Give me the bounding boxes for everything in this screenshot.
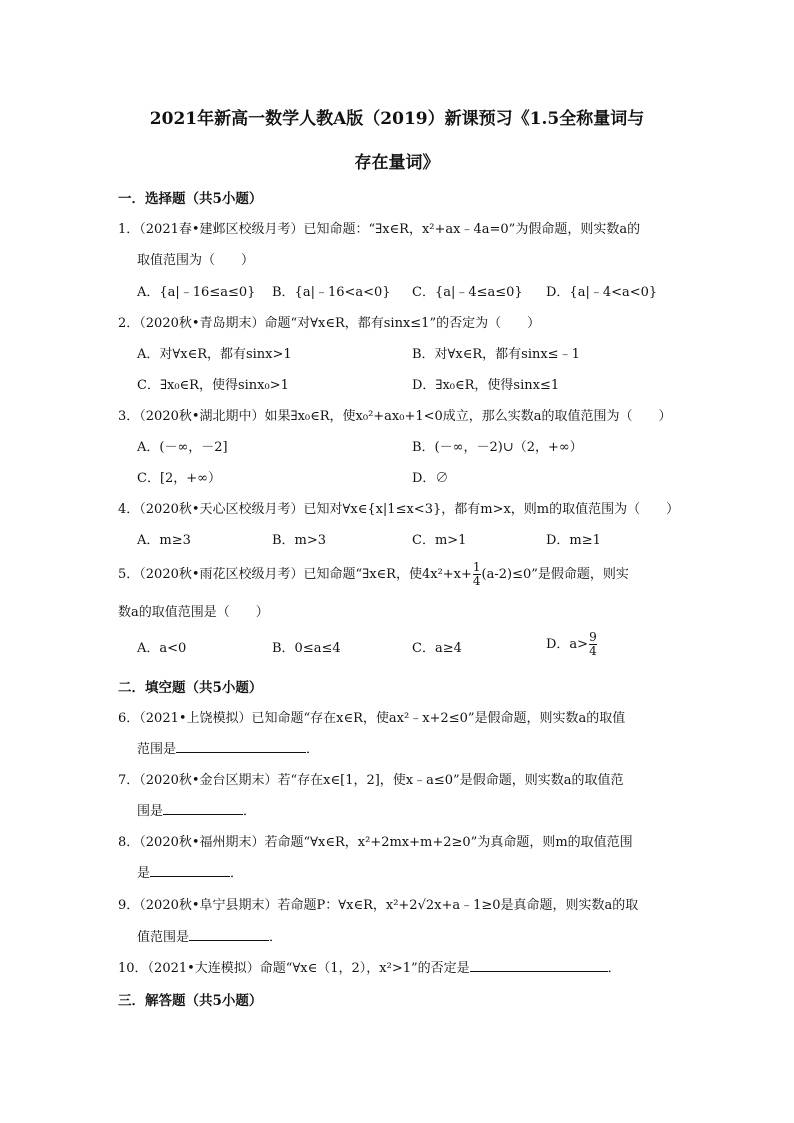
section-heading-fill: 二．填空题（共5小题） [118, 680, 263, 696]
question-9-text: 9．（2020秋•阜宁县期末）若命题P：∀x∈R，x²+2√2x+a﹣1≥0是真命题，则实数a的取 [118, 898, 639, 913]
q10-text: 10．（2021•大连模拟）命题“∀x∈（1，2），x²>1”的否定是 [118, 961, 470, 976]
q3-option-a: A．(－∞，－2] [137, 440, 228, 455]
q5-fraction [473, 561, 481, 588]
question-1-text: 1．（2021春•建邺区校级月考）已知命题：“∃x∈R，x²+ax﹣4a=0”为假命题，则实数a的 [118, 222, 641, 237]
question-1-text-cont: 取值范围为（ ） [137, 253, 255, 268]
q9-period: ． [269, 930, 283, 945]
q5-fraction-den: 4 [472, 574, 481, 588]
document-title-line2: 存在量词》 [354, 153, 440, 173]
q5-text-end: (a-2)≤0”是假命题，则实 [481, 567, 629, 582]
q3-option-b: B．(－∞，－2)∪（2，+∞） [412, 440, 583, 455]
question-6-text-cont [137, 738, 699, 757]
question-6-text: 6．（2021•上饶模拟）已知命题“存在x∈R，使ax²﹣x+2≤0”是假命题，则实数a的取值 [118, 711, 626, 726]
question-8-text-cont [137, 862, 699, 881]
question-5-text-cont: 数a的取值范围是（ ） [118, 605, 269, 620]
q7-period: ． [243, 804, 257, 819]
q5-option-d-den: 4 [589, 644, 597, 658]
q2-option-b: B．对∀x∈R，都有sinx≤﹣1 [412, 347, 580, 362]
q9-text-label: 值范围是 [137, 930, 190, 945]
q1-option-c: C．{a|﹣4≤a≤0} [412, 285, 523, 300]
question-7-text: 7．（2020秋•金台区期末）若“存在x∈[1，2]，使x﹣a≤0”是假命题，则实数a的取值范 [118, 773, 624, 788]
q5-option-c: C．a≥4 [412, 641, 462, 656]
q2-option-d: D．∃x₀∈R，使得sinx≤1 [412, 378, 560, 393]
q4-option-d: D．m≥1 [546, 533, 601, 548]
q6-answer-blank [176, 739, 306, 753]
q5-option-d-fraction [589, 631, 597, 658]
q4-option-b: B．m>3 [272, 533, 327, 548]
question-2-text: 2．（2020秋•青岛期末）命题“对∀x∈R，都有sinx≤1”的否定为（ ） [118, 316, 541, 331]
question-9-text-cont [137, 926, 699, 945]
q8-answer-blank [150, 863, 230, 877]
q1-option-d: D．{a|﹣4<a<0} [546, 285, 658, 300]
q4-option-a: A．m≥3 [137, 533, 191, 548]
q9-answer-blank [189, 927, 269, 941]
q1-option-a: A．{a|﹣16≤a≤0} [137, 285, 256, 300]
q5-text-start: 5．（2020秋•雨花区校级月考）已知命题“∃x∈R，使4x²+x+ [118, 567, 472, 582]
q10-period: ． [607, 961, 621, 976]
question-3-text: 3．（2020秋•湖北期中）如果∃x₀∈R，使x₀²+ax₀+1<0成立，那么实数a的取值范围为（ ） [118, 409, 672, 424]
q5-option-b: B．0≤a≤4 [272, 641, 341, 656]
q7-text-label: 围是 [137, 804, 164, 819]
q1-option-b: B．{a|﹣16<a<0} [272, 285, 391, 300]
q8-text-label: 是 [137, 866, 151, 881]
q5-option-d-text: D．a> [546, 637, 589, 652]
q5-option-a: A．a<0 [137, 641, 187, 656]
q3-option-d: D．∅ [412, 471, 449, 486]
q5-option-d [546, 631, 598, 658]
section-heading-answer: 三．解答题（共5小题） [118, 993, 263, 1009]
q2-option-a: A．对∀x∈R，都有sinx>1 [137, 347, 292, 362]
q5-fraction-num: 1 [472, 560, 481, 574]
question-8-text: 8．（2020秋•福州期末）若命题“∀x∈R，x²+2mx+m+2≥0”为真命题，则m的取值范围 [118, 835, 633, 850]
document-title-line1: 2021年新高一数学人教A版（2019）新课预习《1.5全称量词与 [149, 109, 645, 129]
q4-option-c: C．m>1 [412, 533, 467, 548]
q5-option-d-num: 9 [589, 630, 597, 644]
q6-period: ． [306, 742, 320, 757]
question-4-text: 4．（2020秋•天心区校级月考）已知对∀x∈{x|1≤x<3}，都有m>x，则m的取值范围为（ ） [118, 502, 680, 517]
q10-answer-blank [470, 958, 608, 972]
q2-option-c: C．∃x₀∈R，使得sinx₀>1 [137, 378, 289, 393]
section-heading-choice: 一．选择题（共5小题） [118, 191, 263, 207]
question-7-text-cont [137, 800, 699, 819]
q3-option-c: C．[2，+∞） [137, 471, 222, 486]
q8-period: ． [230, 866, 244, 881]
q6-text-label: 范围是 [137, 742, 177, 757]
q7-answer-blank [163, 801, 243, 815]
question-5-text [118, 561, 680, 588]
question-10-text [118, 957, 680, 976]
